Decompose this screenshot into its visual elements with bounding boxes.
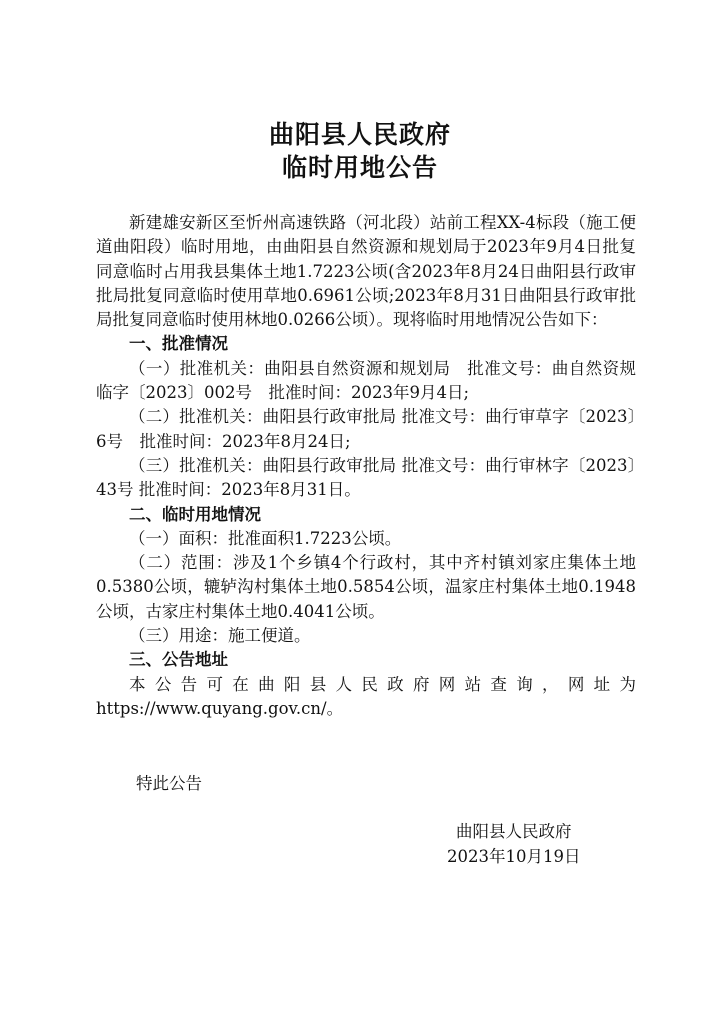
land-purpose-item: （三）用途：施工便道。 [129, 626, 311, 646]
address-paragraph: 本公告可在曲阳县人民政府网站查询，网址为https://www.quyang.gov.cn/。 [96, 674, 636, 718]
signature-organization: 曲阳县人民政府 [456, 822, 572, 841]
closing-statement: 特此公告 [136, 774, 202, 793]
signature-date: 2023年10月19日 [447, 847, 581, 866]
document-subtitle: 临时用地公告 [281, 153, 438, 182]
approval-item-2: （二）批准机关：曲阳县行政审批局 批准文号：曲行审草字〔2023〕6号 批准时间：2023年8月24日; [96, 407, 636, 451]
section-heading-approval: 一、批准情况 [129, 334, 228, 354]
land-scope-item: （二）范围：涉及1个乡镇4个行政村，其中齐村镇刘家庄集体土地0.5380公顷，辘轳沟村集体土地0.5854公顷，温家庄村集体土地0.1948公顷，古家庄村集体土地0.4041公顷。 [96, 553, 636, 621]
section-heading-land-use: 二、临时用地情况 [129, 504, 261, 524]
intro-paragraph: 新建雄安新区至忻州高速铁路（河北段）站前工程XX-4标段（施工便道曲阳段）临时用地，由曲阳县自然资源和规划局于2023年9月4日批复同意临时占用我县集体土地1.7223公顷(含2023年8月24日曲阳县行政审批局批复同意临时使用草地0.6961公顷;2023年8月31日曲阳县行政审批局批复同意临时使用林地0.0266公顷）。现将临时用地情况公告如下： [96, 213, 636, 330]
approval-item-1: （一）批准机关：曲阳县自然资源和规划局 批准文号：曲自然资规临字〔2023〕002号 批准时间：2023年9月4日; [96, 358, 636, 403]
section-heading-address: 三、公告地址 [129, 650, 228, 670]
document-title: 曲阳县人民政府 [268, 120, 451, 149]
approval-item-3: （三）批准机关：曲阳县行政审批局 批准文号：曲行审林字〔2023〕43号 批准时间：2023年8月31日。 [96, 455, 636, 500]
document-body [96, 211, 636, 721]
land-area-item: （一）面积：批准面积1.7223公顷。 [129, 528, 402, 548]
